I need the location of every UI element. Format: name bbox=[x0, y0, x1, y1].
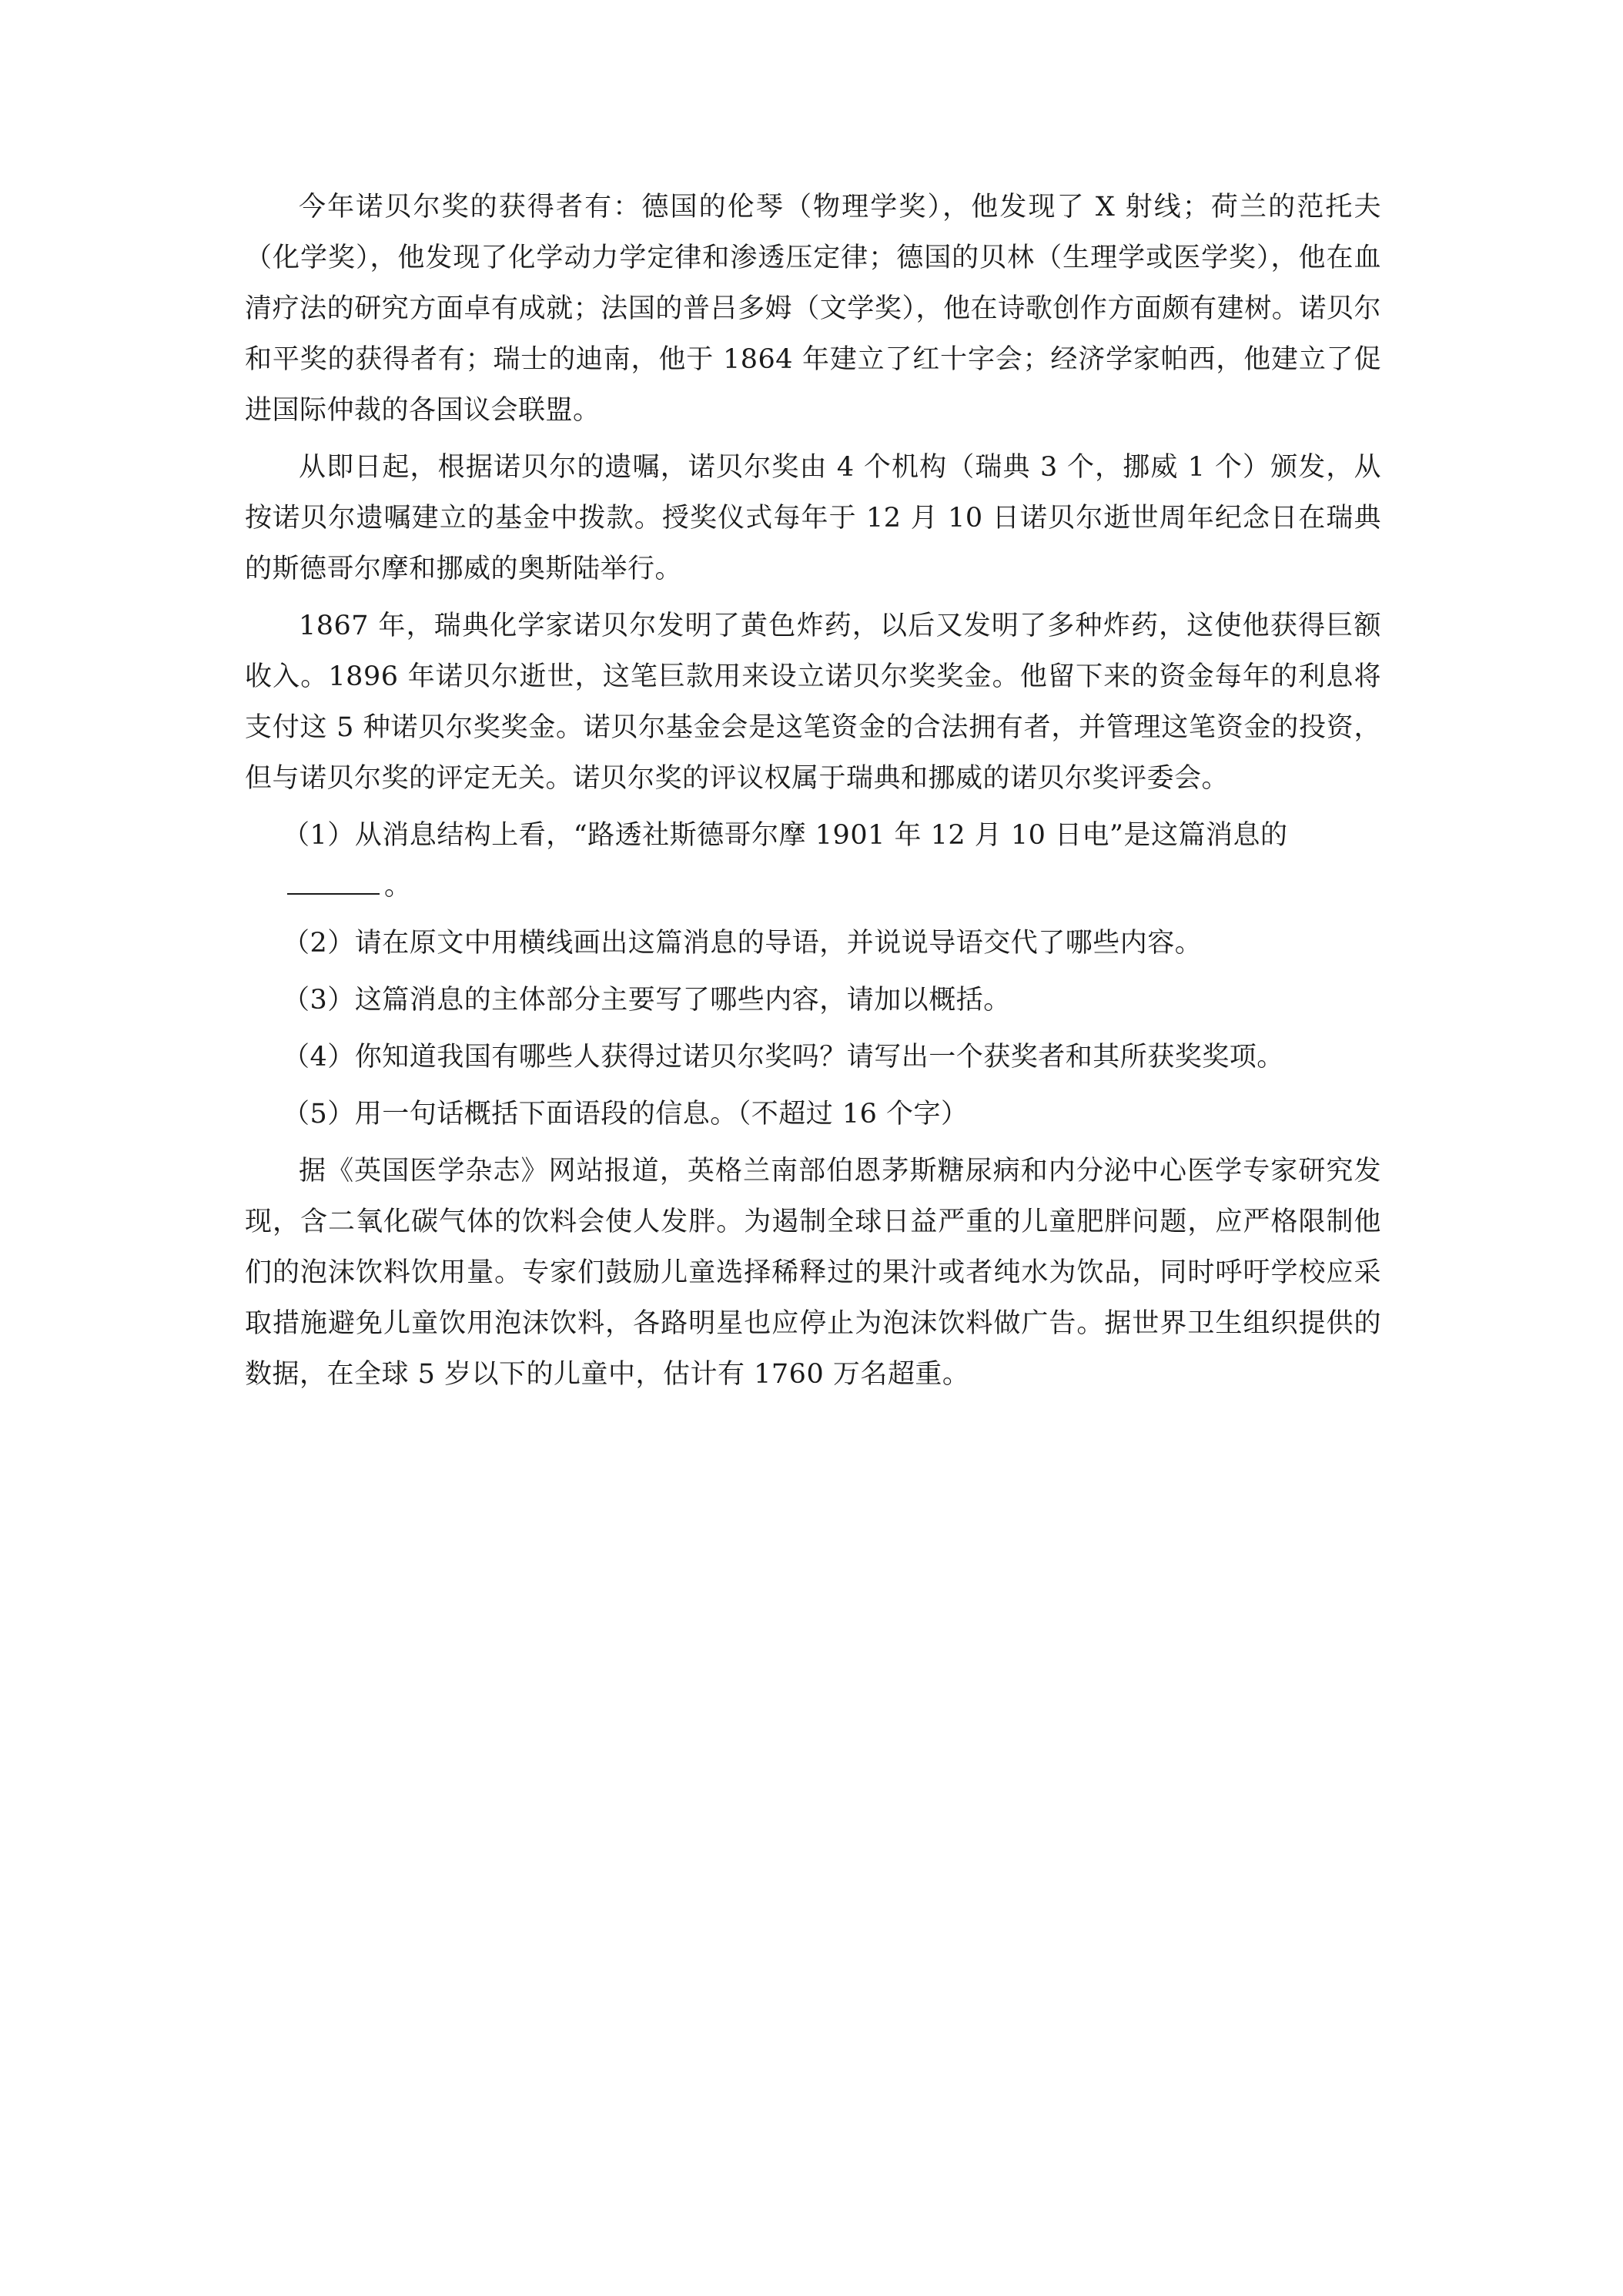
document-page bbox=[245, 182, 1381, 1400]
answer-blank bbox=[287, 865, 380, 895]
question-4: （4）你知道我国有哪些人获得过诺贝尔奖吗？请写出一个获奖者和其所获奖奖项。 bbox=[283, 1042, 1284, 1073]
question-1 bbox=[245, 810, 1381, 912]
paragraph-nobel-history: 1867 年，瑞典化学家诺贝尔发明了黄色炸药，以后又发明了多种炸药，这使他获得巨额收入。1896 年诺贝尔逝世，这笔巨款用来设立诺贝尔奖奖金。他留下来的资金每年的利息将支付这 5 种诺贝尔奖奖金。诺贝尔基金会是这笔资金的合法拥有者，并管理这笔资金的投资，但与诺贝尔奖的评定无关。诺贝尔奖的评议权属于瑞典和挪威的诺贝尔奖评委会。 bbox=[245, 611, 1381, 794]
paragraph-prize-winners: 今年诺贝尔奖的获得者有：德国的伦琴（物理学奖），他发现了 X 射线；荷兰的范托夫（化学奖），他发现了化学动力学定律和渗透压定律；德国的贝林（生理学或医学奖），他在血清疗法的研究方面卓有成就；法国的普吕多姆（文学奖），他在诗歌创作方面颇有建树。诺贝尔和平奖的获得者有；瑞士的迪南，他于 1864 年建立了红十字会；经济学家帕西，他建立了促进国际仲裁的各国议会联盟。 bbox=[245, 192, 1381, 426]
question-5: （5）用一句话概括下面语段的信息。（不超过 16 个字） bbox=[283, 1099, 969, 1130]
question-2: （2）请在原文中用横线画出这篇消息的导语，并说说导语交代了哪些内容。 bbox=[283, 928, 1203, 959]
passage-obesity-report: 据《英国医学杂志》网站报道，英格兰南部伯恩茅斯糖尿病和内分泌中心医学专家研究发现，含二氧化碳气体的饮料会使人发胖。为遏制全球日益严重的儿童肥胖问题，应严格限制他们的泡沫饮料饮用量。专家们鼓励儿童选择稀释过的果汁或者纯水为饮品，同时呼吁学校应采取措施避免儿童饮用泡沫饮料，各路明星也应停止为泡沫饮料做广告。据世界卫生组织提供的数据，在全球 5 岁以下的儿童中，估计有 1760 万名超重。 bbox=[245, 1156, 1381, 1390]
question-3: （3）这篇消息的主体部分主要写了哪些内容，请加以概括。 bbox=[283, 985, 1011, 1016]
question-1-text: （1）从消息结构上看，“路透社斯德哥尔摩 1901 年 12 月 10 日电”是这篇消息的 bbox=[283, 820, 1288, 851]
question-1-end: 。 bbox=[384, 871, 412, 902]
paragraph-award-institutions: 从即日起，根据诺贝尔的遗嘱，诺贝尔奖由 4 个机构（瑞典 3 个，挪威 1 个）颁发，从按诺贝尔遗嘱建立的基金中拨款。授奖仪式每年于 12 月 10 日诺贝尔逝世周年纪念日在瑞典的斯德哥尔摩和挪威的奥斯陆举行。 bbox=[245, 452, 1381, 584]
